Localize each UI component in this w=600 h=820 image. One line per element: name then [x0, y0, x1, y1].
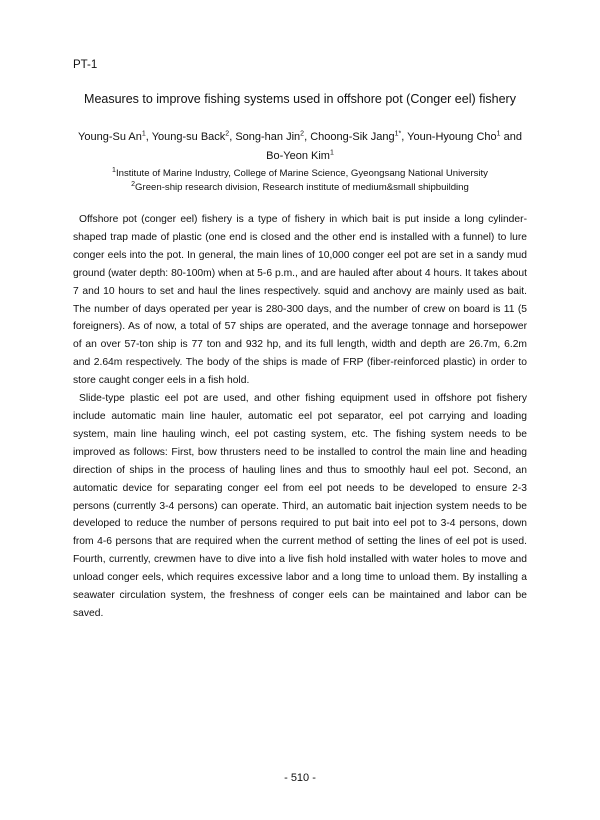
author-separator: , — [304, 131, 311, 143]
author-separator: , — [401, 131, 408, 143]
author-name: Youn-Hyoung Cho — [407, 131, 497, 143]
affiliation-2 — [60, 181, 540, 195]
author-name: Song-han Jin — [235, 131, 301, 143]
author-name: Choong-Sik Jang — [310, 131, 395, 143]
body-paragraph: Offshore pot (conger eel) fishery is a type of fishery in which bait is put inside a long cylinder-shaped trap made of plastic (one end is closed and the other end is installed with a funnel) to lure conger eels into the pot. In general, the main lines of 10,000 conger eel pot are set in a sandy mud ground (water depth: 80-100m) when at 5-6 p.m., and are hauled after about 4 hours. It takes about 7 and 10 hours to set and haul the lines respectively. squid and anchovy are mainly used as bait. The number of days operated per year is 280-300 days, and the number of crew on board is 11 (5 foreigners). As of now, a total of 57 ships are operated, and the average tonnage and horsepower of an over 57-ton ship is 77 ton and 932 hp, and its full length, width and depth are 26.7m, 6.2m and 2.64m respectively. The body of the ships is made of FRP (fiber-reinforced plastic) in order to store caught conger eels in a fish hold. — [73, 214, 527, 387]
body-paragraph: Slide-type plastic eel pot are used, and other fishing equipment used in offshore pot fishery include automatic main line hauler, automatic eel pot separator, eel pot carrying and loading system, main line hauling winch, eel pot casting system, etc. The fishing system needs to be improved as follows: First, bow thrusters need to be installed to control the main line and heading direction of ships in the process of hauling lines and thus to smoothly haul eel pot. Second, an automatic device for separating conger eel from eel pot needs to be developed to ensure 2-3 persons (currently 3-4 persons) can operate. Third, an automatic bait injection system needs to be developed to reduce the number of persons required to put bait into eel pot to 3-4 persons, down from 4-6 persons that are required when the current method of setting the lines of eel pot is used. Fourth, currently, crewmen have to dive into a live fish hold installed with water holes to move and unload conger eels, which requires excessive labor and a long time to unload them. By installing a seawater circulation system, the freshness of conger eels can be maintained and labor can be saved. — [73, 393, 527, 619]
author-affiliation-mark: 2 — [300, 130, 305, 138]
abstract-body — [73, 211, 527, 623]
affiliation-text: Institute of Marine Industry, College of Marine Science, Gyeongsang National University — [115, 168, 488, 179]
author-name: Young-su Back — [151, 131, 226, 143]
paper-title: Measures to improve fishing systems used in offshore pot (Conger eel) fishery — [84, 92, 516, 106]
affiliation-mark: 2 — [131, 180, 136, 188]
paper-code: PT-1 — [73, 59, 98, 71]
page-number: - 510 - — [284, 772, 316, 784]
author-list — [60, 128, 540, 166]
affiliation-mark: 1 — [112, 166, 116, 174]
author-affiliation-mark: 1 — [329, 149, 334, 157]
author-affiliation-mark: 1 — [141, 130, 146, 138]
affiliation-text: Green-ship research division, Research institute of medium&small shipbuilding — [135, 182, 469, 193]
author-affiliation-mark: 1 — [496, 130, 501, 138]
author-separator: , — [145, 131, 152, 143]
author-affiliation-mark: 1* — [394, 130, 402, 138]
author-name: Bo-Yeon Kim — [266, 150, 330, 162]
author-affiliation-mark: 2 — [225, 130, 230, 138]
author-name: Young-Su An — [78, 131, 142, 143]
author-separator: and — [500, 131, 522, 143]
author-separator: , — [229, 131, 236, 143]
affiliation-1 — [60, 167, 540, 181]
